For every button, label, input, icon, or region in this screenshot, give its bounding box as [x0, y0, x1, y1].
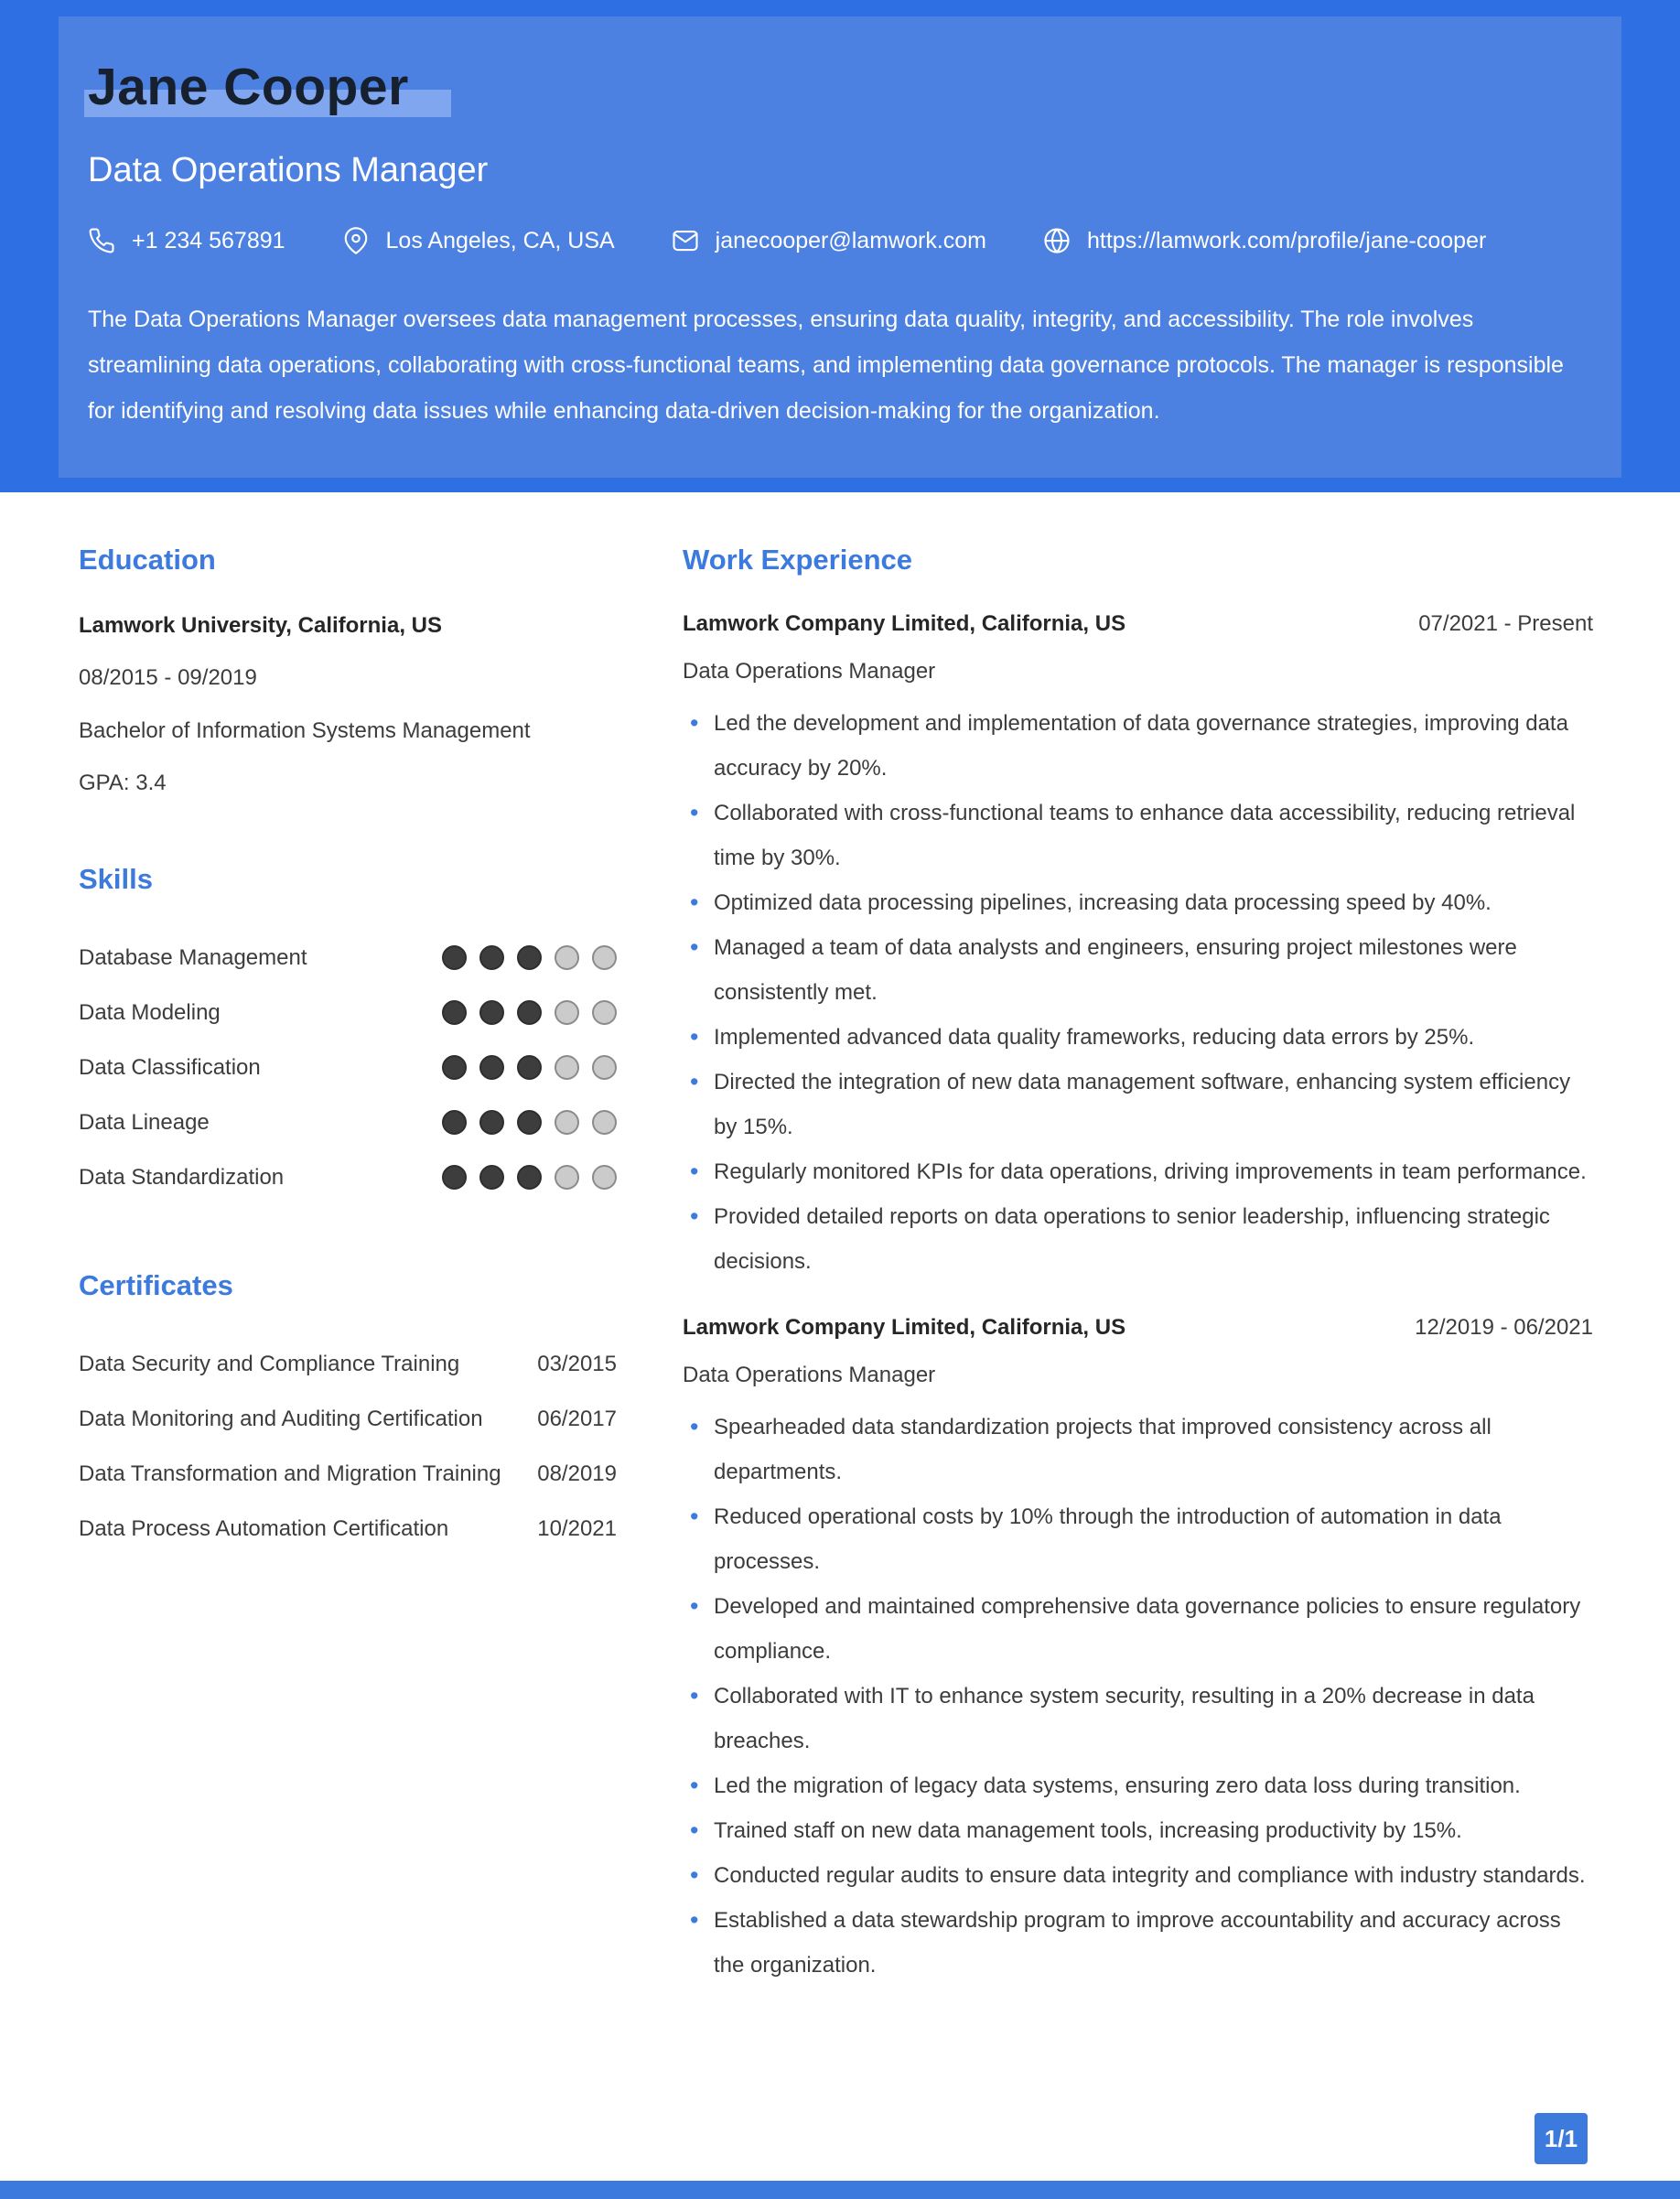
education-section: [79, 544, 617, 799]
skill-dot-empty: [592, 1000, 617, 1025]
skill-dot-filled: [517, 1165, 542, 1190]
left-column: [79, 544, 617, 2052]
skill-dot-filled: [479, 1110, 504, 1135]
location-pin-icon: [342, 227, 370, 254]
job-dates: 07/2021 - Present: [1418, 611, 1593, 636]
job-bullet: • Managed a team of data analysts and engineers, ensuring project milestones were consistently met.: [683, 925, 1593, 1015]
certificates-heading: Certificates: [79, 1268, 233, 1301]
skill-label: Data Classification: [79, 1054, 261, 1080]
skill-row: [79, 1040, 617, 1095]
job-bullet: • Developed and maintained comprehensive data governance policies to ensure regulatory compliance.: [683, 1584, 1593, 1674]
certificates-list: [79, 1337, 617, 1557]
skill-dot-filled: [517, 1110, 542, 1135]
contact-email-text[interactable]: janecooper@lamwork.com: [715, 227, 986, 253]
job-bullet: • Led the development and implementation of data governance strategies, improving data accuracy by 20%.: [683, 701, 1593, 791]
job-bullets: [683, 701, 1593, 1284]
skill-dot-filled: [479, 1055, 504, 1080]
skill-dot-filled: [479, 1000, 504, 1025]
skill-dot-filled: [517, 1055, 542, 1080]
contact-email[interactable]: [672, 227, 986, 254]
skill-dot-empty: [555, 1055, 579, 1080]
job-bullet: • Conducted regular audits to ensure data integrity and compliance with industry standards.: [683, 1853, 1593, 1898]
skill-level-dots: [442, 1055, 617, 1080]
skill-dot-empty: [555, 1000, 579, 1025]
skill-dot-empty: [555, 1165, 579, 1190]
job-bullets: [683, 1405, 1593, 1988]
skill-dot-empty: [592, 1110, 617, 1135]
contact-location: [342, 227, 615, 254]
job-bullet: • Directed the integration of new data management software, enhancing system efficiency by 15%.: [683, 1060, 1593, 1149]
contact-row: [88, 227, 1576, 254]
skill-dot-filled: [517, 1000, 542, 1025]
right-column: [683, 544, 1593, 2052]
job-bullet: • Reduced operational costs by 10% through the introduction of automation in data processes.: [683, 1494, 1593, 1584]
candidate-title: Data Operations Manager: [88, 151, 489, 189]
job-bullet: • Spearheaded data standardization projects that improved consistency across all departments.: [683, 1405, 1593, 1494]
skill-dot-empty: [592, 1165, 617, 1190]
job-bullet: • Established a data stewardship program to improve accountability and accuracy across the organization.: [683, 1898, 1593, 1988]
globe-icon: [1043, 227, 1071, 254]
education-gpa: GPA: 3.4: [79, 771, 167, 796]
contact-website-text[interactable]: https://lamwork.com/profile/jane-cooper: [1087, 227, 1487, 253]
skills-section: [79, 863, 617, 1205]
skill-row: [79, 931, 617, 986]
resume-header: [0, 0, 1680, 492]
skill-dot-filled: [479, 945, 504, 970]
skill-label: Data Lineage: [79, 1109, 210, 1135]
skill-dot-empty: [555, 945, 579, 970]
job-entry: [683, 1315, 1593, 1988]
job-bullet: • Collaborated with cross-functional teams to enhance data accessibility, reducing retrieval time by 30%.: [683, 791, 1593, 880]
profile-summary: The Data Operations Manager oversees data management processes, ensuring data quality, integrity, and accessibility. The role involves streamlining data operations, collaborating with cross-functional teams, and implementing data governance protocols. The manager is responsible for identifying and resolving data issues while enhancing data-driven decision-making for the organization.: [88, 307, 1564, 424]
skill-row: [79, 1095, 617, 1150]
experience-heading: Work Experience: [683, 544, 912, 576]
certificate-row: [79, 1502, 617, 1557]
phone-icon: [88, 227, 115, 254]
skill-dot-filled: [517, 945, 542, 970]
skill-level-dots: [442, 1165, 617, 1190]
skill-level-dots: [442, 1000, 617, 1025]
company-name: Lamwork Company Limited, California, US: [683, 1315, 1126, 1340]
company-name: Lamwork Company Limited, California, US: [683, 611, 1126, 636]
certificate-name: Data Process Automation Certification: [79, 1515, 449, 1541]
job-header: [683, 611, 1593, 637]
job-dates: 12/2019 - 06/2021: [1415, 1315, 1593, 1340]
skill-dot-filled: [479, 1165, 504, 1190]
contact-location-text: Los Angeles, CA, USA: [385, 227, 615, 253]
mail-icon: [672, 227, 699, 254]
education-heading: Education: [79, 544, 216, 576]
jobs-list: [683, 611, 1593, 1988]
job-entry: [683, 611, 1593, 1284]
skill-dot-filled: [442, 1000, 467, 1025]
resume-body: [0, 492, 1680, 2052]
candidate-name: Jane Cooper: [88, 58, 409, 116]
contact-phone-text: +1 234 567891: [132, 227, 285, 253]
contact-phone: [88, 227, 285, 254]
skill-label: Database Management: [79, 944, 307, 970]
skills-heading: Skills: [79, 862, 153, 895]
job-bullet: • Collaborated with IT to enhance system security, resulting in a 20% decrease in data breaches.: [683, 1674, 1593, 1763]
job-bullet: • Provided detailed reports on data operations to senior leadership, influencing strategic decisions.: [683, 1194, 1593, 1284]
skill-label: Data Modeling: [79, 999, 221, 1025]
certificate-date: 03/2015: [537, 1351, 617, 1376]
job-bullet: • Regularly monitored KPIs for data operations, driving improvements in team performance.: [683, 1149, 1593, 1194]
certificates-section: [79, 1269, 617, 1557]
education-school: Lamwork University, California, US: [79, 613, 442, 638]
job-role: Data Operations Manager: [683, 659, 936, 684]
skill-dot-empty: [592, 1055, 617, 1080]
education-degree: Bachelor of Information Systems Management: [79, 717, 531, 743]
skill-dot-filled: [442, 1055, 467, 1080]
experience-section: [683, 544, 1593, 1988]
skill-dot-filled: [442, 1110, 467, 1135]
contact-website[interactable]: [1043, 227, 1486, 254]
footer-bar: [0, 2181, 1680, 2199]
candidate-name-heading: [88, 57, 1576, 117]
skill-level-dots: [442, 1110, 617, 1135]
page-indicator: 1/1: [1535, 2113, 1588, 2164]
skill-label: Data Standardization: [79, 1164, 285, 1190]
skill-dot-filled: [442, 945, 467, 970]
header-panel: [59, 16, 1621, 478]
certificate-name: Data Monitoring and Auditing Certification: [79, 1406, 483, 1431]
skill-level-dots: [442, 945, 617, 970]
skill-row: [79, 986, 617, 1040]
job-header: [683, 1315, 1593, 1341]
skills-list: [79, 931, 617, 1205]
certificate-name: Data Transformation and Migration Training: [79, 1461, 501, 1486]
job-bullet: • Led the migration of legacy data systems, ensuring zero data loss during transition.: [683, 1763, 1593, 1808]
education-dates: 08/2015 - 09/2019: [79, 665, 257, 691]
job-bullet: • Implemented advanced data quality frameworks, reducing data errors by 25%.: [683, 1015, 1593, 1060]
job-bullet: • Trained staff on new data management tools, increasing productivity by 15%.: [683, 1808, 1593, 1853]
certificate-row: [79, 1447, 617, 1502]
certificate-name: Data Security and Compliance Training: [79, 1351, 460, 1376]
certificate-date: 06/2017: [537, 1406, 617, 1431]
skill-dot-empty: [592, 945, 617, 970]
skill-dot-empty: [555, 1110, 579, 1135]
skill-row: [79, 1150, 617, 1205]
certificate-row: [79, 1392, 617, 1447]
certificate-date: 08/2019: [537, 1461, 617, 1486]
job-bullet: • Optimized data processing pipelines, increasing data processing speed by 40%.: [683, 880, 1593, 925]
certificate-row: [79, 1337, 617, 1392]
skill-dot-filled: [442, 1165, 467, 1190]
certificate-date: 10/2021: [537, 1515, 617, 1541]
job-role: Data Operations Manager: [683, 1363, 936, 1387]
